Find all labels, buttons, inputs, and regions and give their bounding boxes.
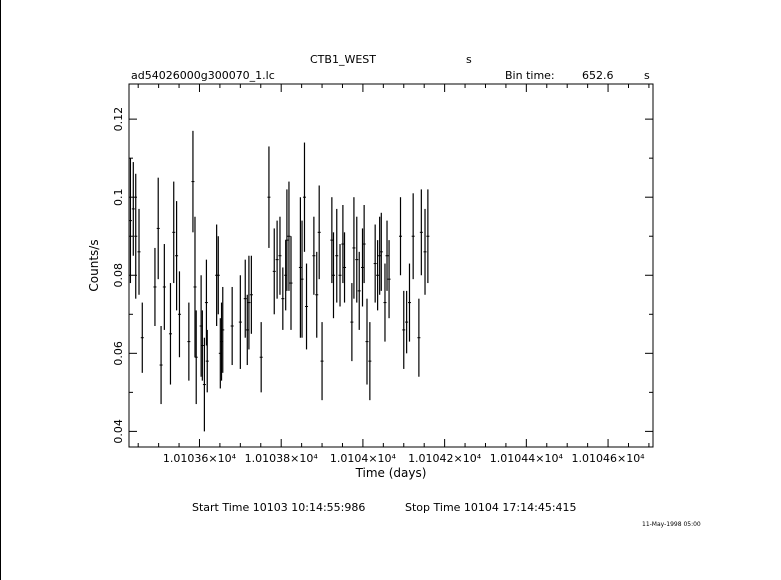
start-time-label: Start Time 10103 10:14:55:986 <box>192 501 366 514</box>
y-tick-label: 0.04 <box>112 419 125 444</box>
stop-time-label: Stop Time 10104 17:14:45:415 <box>405 501 577 514</box>
bin-time-value: 652.6 <box>582 69 614 82</box>
x-tick-label: 1.01036×10⁴ <box>162 452 237 465</box>
y-tick-label: 0.1 <box>112 188 125 206</box>
x-tick-label: 1.0104×10⁴ <box>329 452 396 465</box>
plot-frame <box>129 84 653 447</box>
x-axis-label: Time (days) <box>355 466 427 480</box>
chart-title: CTB1_WEST <box>310 53 376 66</box>
y-tick-label: 0.06 <box>112 341 125 366</box>
y-tick-label: 0.12 <box>112 106 125 132</box>
y-tick-label: 0.08 <box>112 263 125 288</box>
x-tick-label: 1.01044×10⁴ <box>489 452 563 465</box>
x-tick-label: 1.01042×10⁴ <box>408 452 482 465</box>
filename-label: ad54026000g300070_1.lc <box>131 69 275 82</box>
bin-time-label: Bin time: <box>505 69 555 82</box>
x-tick-label: 1.01046×10⁴ <box>571 452 645 465</box>
x-tick-label: 1.01038×10⁴ <box>244 452 318 465</box>
y-axis-label: Counts/s <box>87 239 101 292</box>
bin-time-unit: s <box>644 69 650 82</box>
chart-title-suffix: s <box>466 53 472 66</box>
timestamp-label: 11-May-1998 05:00 <box>642 521 701 528</box>
